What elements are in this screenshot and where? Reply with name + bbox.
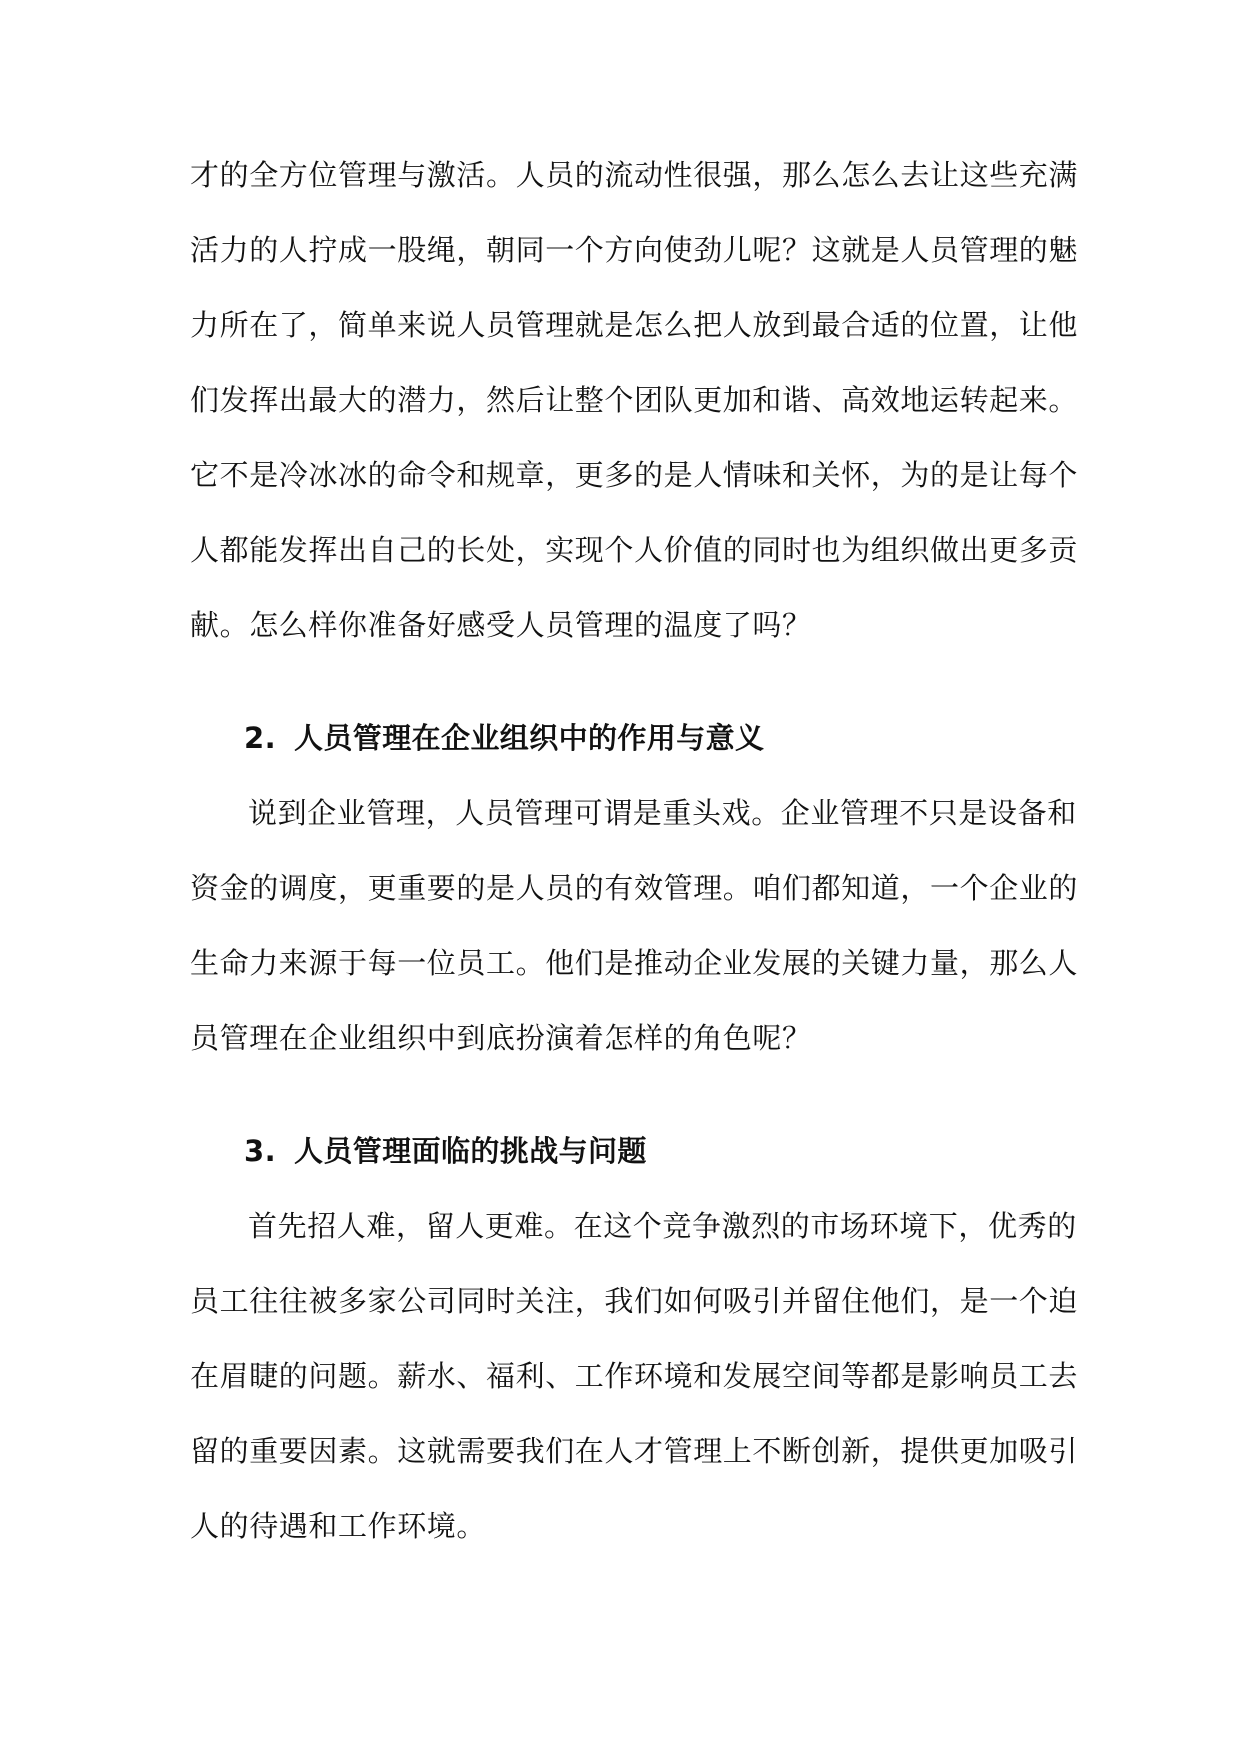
paragraph-line: 活力的人拧成一股绳，朝同一个方向使劲儿呢？这就是人员管理的魅 <box>190 233 1079 267</box>
section-2-paragraph <box>190 776 1079 1076</box>
paragraph-line: 人的待遇和工作环境。 <box>190 1509 487 1543</box>
section-2-title: 人员管理在企业组织中的作用与意义 <box>294 721 765 755</box>
paragraph-line: 留的重要因素。这就需要我们在人才管理上不断创新，提供更加吸引 <box>190 1434 1079 1468</box>
paragraph-line: 力所在了，简单来说人员管理就是怎么把人放到最合适的位置，让他 <box>190 308 1079 342</box>
section-2-number: 2. <box>244 721 276 755</box>
document-page <box>190 138 1079 1564</box>
paragraph-line: 它不是冷冰冰的命令和规章，更多的是人情味和关怀，为的是让每个 <box>190 458 1079 492</box>
section-2-heading <box>190 701 1060 776</box>
paragraph-line: 员管理在企业组织中到底扮演着怎样的角色呢？ <box>190 1021 812 1055</box>
paragraph-line: 人都能发挥出自己的长处，实现个人价值的同时也为组织做出更多贡 <box>190 533 1079 567</box>
section-spacer <box>190 663 1060 701</box>
paragraph-line: 们发挥出最大的潜力，然后让整个团队更加和谐、高效地运转起来。 <box>190 383 1079 417</box>
paragraph-line: 献。怎么样你准备好感受人员管理的温度了吗？ <box>190 608 812 642</box>
paragraph-1 <box>190 138 1079 663</box>
section-spacer <box>190 1076 1060 1114</box>
paragraph-line: 员工往往被多家公司同时关注，我们如何吸引并留住他们，是一个迫 <box>190 1284 1079 1318</box>
paragraph-line: 首先招人难，留人更难。在这个竞争激烈的市场环境下，优秀的 <box>248 1209 1077 1243</box>
paragraph-line: 在眉睫的问题。薪水、福利、工作环境和发展空间等都是影响员工去 <box>190 1359 1079 1393</box>
paragraph-line: 才的全方位管理与激活。人员的流动性很强，那么怎么去让这些充满 <box>190 158 1079 192</box>
section-3-number: 3. <box>244 1134 276 1168</box>
section-3-title: 人员管理面临的挑战与问题 <box>294 1134 647 1168</box>
paragraph-line: 说到企业管理，人员管理可谓是重头戏。企业管理不只是设备和 <box>248 796 1077 830</box>
section-3-heading <box>190 1114 1060 1189</box>
section-3-paragraph <box>190 1189 1079 1564</box>
paragraph-line: 生命力来源于每一位员工。他们是推动企业发展的关键力量，那么人 <box>190 946 1079 980</box>
paragraph-line: 资金的调度，更重要的是人员的有效管理。咱们都知道，一个企业的 <box>190 871 1079 905</box>
